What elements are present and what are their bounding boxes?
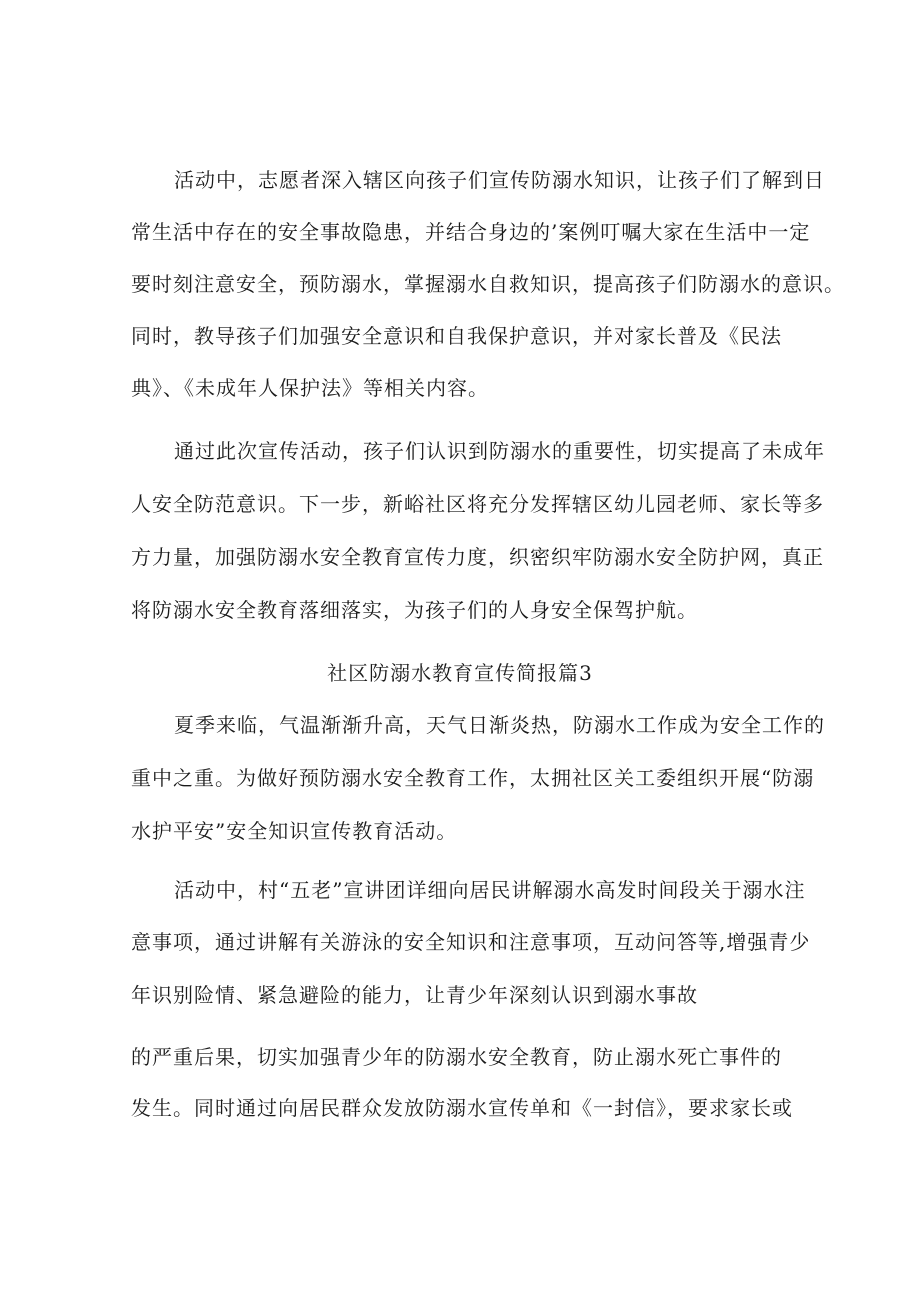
- paragraph-4-line-2: 意事项，通过讲解有关游泳的安全知识和注意事项，互动问答等,增强青少: [131, 930, 811, 954]
- paragraph-1-line-4: 同时，教导孩子们加强安全意识和自我保护意识，并对家长普及《民法: [131, 324, 782, 348]
- paragraph-2-line-3: 方力量，加强防溺水安全教育宣传力度，织密织牢防溺水安全防护网，真正: [131, 545, 824, 569]
- paragraph-2-line-4: 将防溺水安全教育落细落实，为孩子们的人身安全保驾护航。: [131, 598, 698, 622]
- paragraph-3-line-1: 夏季来临，气温渐渐升高，天气日渐炎热，防溺水工作成为安全工作的: [174, 713, 825, 737]
- paragraph-3-line-3: 水护平安”安全知识宣传教育活动。: [131, 819, 458, 843]
- paragraph-2-line-1: 通过此次宣传活动，孩子们认识到防溺水的重要性，切实提高了未成年: [174, 439, 825, 463]
- paragraph-4-line-4: 的严重后果，切实加强青少年的防溺水安全教育，防止溺水死亡事件的: [131, 1045, 782, 1069]
- paragraph-1-line-5: 典》、《未成年人保护法》等相关内容。: [131, 376, 489, 400]
- paragraph-1-line-3: 要时刻注意安全，预防溺水，掌握溺水自救知识，提高孩子们防溺水的意识。: [131, 272, 845, 296]
- paragraph-4-line-3: 年识别险情、紧急避险的能力，让青少年深刻认识到溺水事故: [131, 983, 698, 1007]
- paragraph-1-line-2: 常生活中存在的安全事故隐患，并结合身边的’案例叮嘱大家在生活中一定: [131, 220, 811, 244]
- paragraph-3-line-2: 重中之重。为做好预防溺水安全教育工作，太拥社区关工委组织开展“防溺: [131, 766, 815, 790]
- paragraph-2-line-2: 人安全防范意识。下一步，新峪社区将充分发挥辖区幼儿园老师、家长等多: [131, 492, 824, 516]
- paragraph-1-line-1: 活动中，志愿者深入辖区向孩子们宣传防溺水知识，让孩子们了解到日: [174, 168, 825, 192]
- paragraph-4-line-5: 发生。同时通过向居民群众发放防溺水宣传单和《一封信》，要求家长或: [131, 1096, 793, 1120]
- section-heading: 社区防溺水教育宣传简报篇3: [327, 661, 593, 685]
- paragraph-4-line-1: 活动中，村“五老”宣讲团详细向居民讲解溺水高发时间段关于溺水注: [174, 878, 806, 902]
